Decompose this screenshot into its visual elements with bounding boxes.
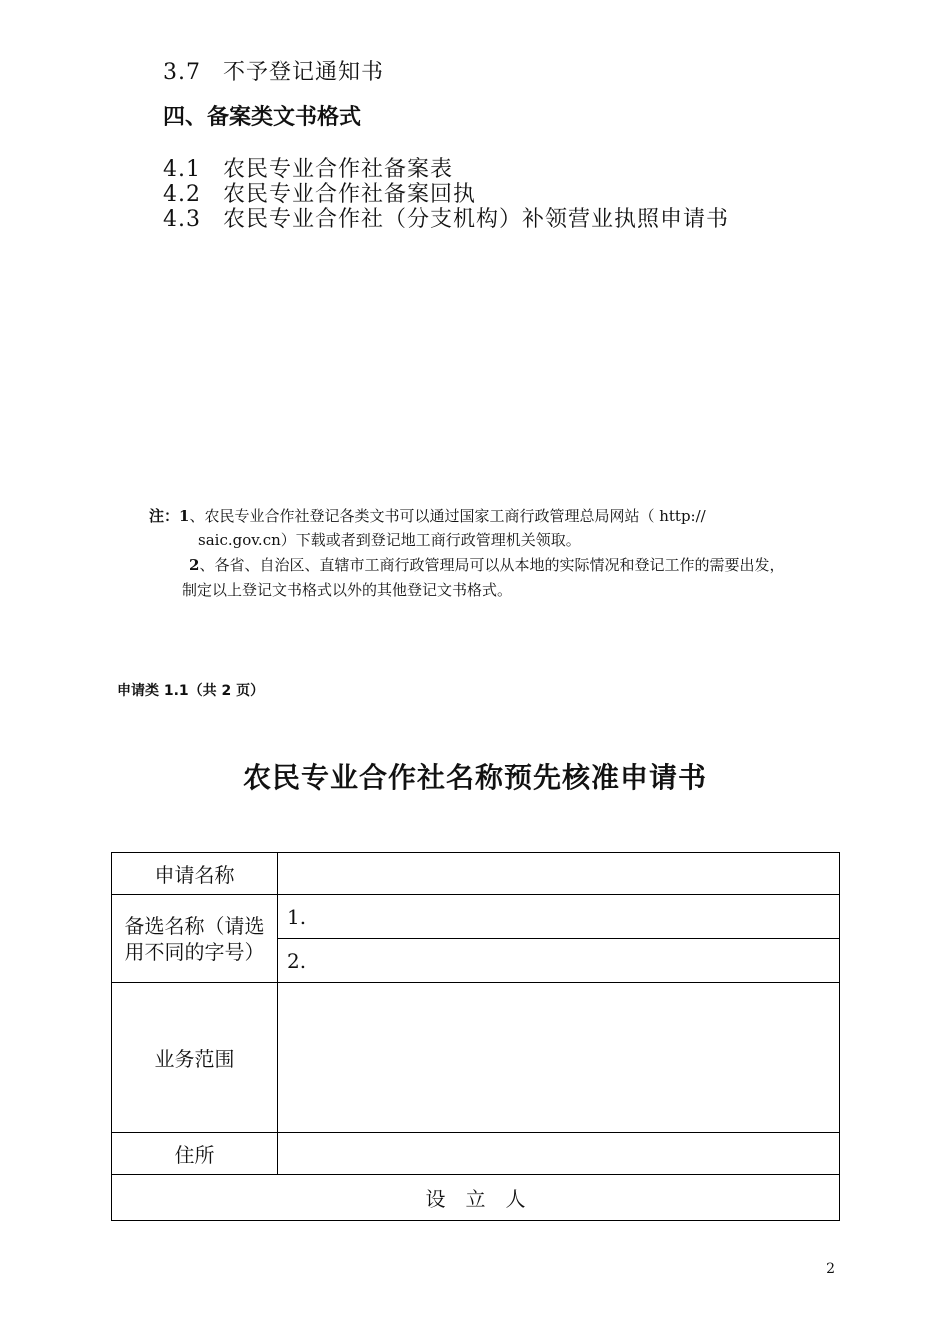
table-row <box>112 1175 840 1221</box>
note-paragraph-2-cont: 制定以上登记文书格式以外的其他登记文书格式。 <box>182 581 513 599</box>
alt-name-label <box>112 895 278 983</box>
address-label: 住所 <box>112 1133 278 1175</box>
toc-title: 农民专业合作社备案表 <box>223 157 454 182</box>
toc-title: 农民专业合作社备案回执 <box>223 182 477 207</box>
table-row <box>112 895 840 939</box>
scope-label: 业务范围 <box>112 983 278 1133</box>
toc-item-4-3 <box>163 202 729 233</box>
page-number: 2 <box>826 1261 835 1277</box>
table-row <box>112 1133 840 1175</box>
note-paragraph-1-cont: saic.gov.cn）下载或者到登记地工商行政管理机关领取。 <box>198 531 581 549</box>
alt-name-label-line: 备选名称（请选 <box>124 913 265 938</box>
toc-number: 4.2 <box>163 182 201 207</box>
application-form-table <box>111 852 840 1221</box>
table-row <box>112 853 840 895</box>
note-number: 1 <box>179 507 190 525</box>
toc-title: 农民专业合作社（分支机构）补领营业执照申请书 <box>223 207 730 232</box>
note-text: 、各省、自治区、直辖市工商行政管理局可以从本地的实际情况和登记工作的需要出发， <box>199 556 785 574</box>
scope-field[interactable] <box>278 983 840 1133</box>
toc-item-3-7 <box>163 55 384 86</box>
alt-name-field-1[interactable]: 1. <box>278 895 840 939</box>
toc-number: 4.1 <box>163 157 201 182</box>
founder-header: 设 立 人 <box>112 1175 840 1221</box>
name-label: 申请名称 <box>112 853 278 895</box>
document-label: 申请类 1.1（共 2 页） <box>117 683 265 699</box>
name-field[interactable] <box>278 853 840 895</box>
toc-number: 3.7 <box>163 60 201 85</box>
note-text: 、农民专业合作社登记各类文书可以通过国家工商行政管理总局网站（ http:// <box>189 507 706 525</box>
note-paragraph-1 <box>149 504 706 528</box>
note-label: 注： <box>149 507 180 525</box>
toc-number: 4.3 <box>163 207 201 232</box>
alt-name-label-line: 用不同的字号） <box>124 939 265 964</box>
table-row <box>112 983 840 1133</box>
address-field[interactable] <box>278 1133 840 1175</box>
toc-title: 不予登记通知书 <box>223 60 385 85</box>
section-heading: 四、备案类文书格式 <box>163 105 362 130</box>
alt-name-field-2[interactable]: 2. <box>278 939 840 983</box>
note-number: 2 <box>189 556 200 574</box>
document-title: 农民专业合作社名称预先核准申请书 <box>242 761 707 794</box>
note-paragraph-2 <box>189 553 784 577</box>
